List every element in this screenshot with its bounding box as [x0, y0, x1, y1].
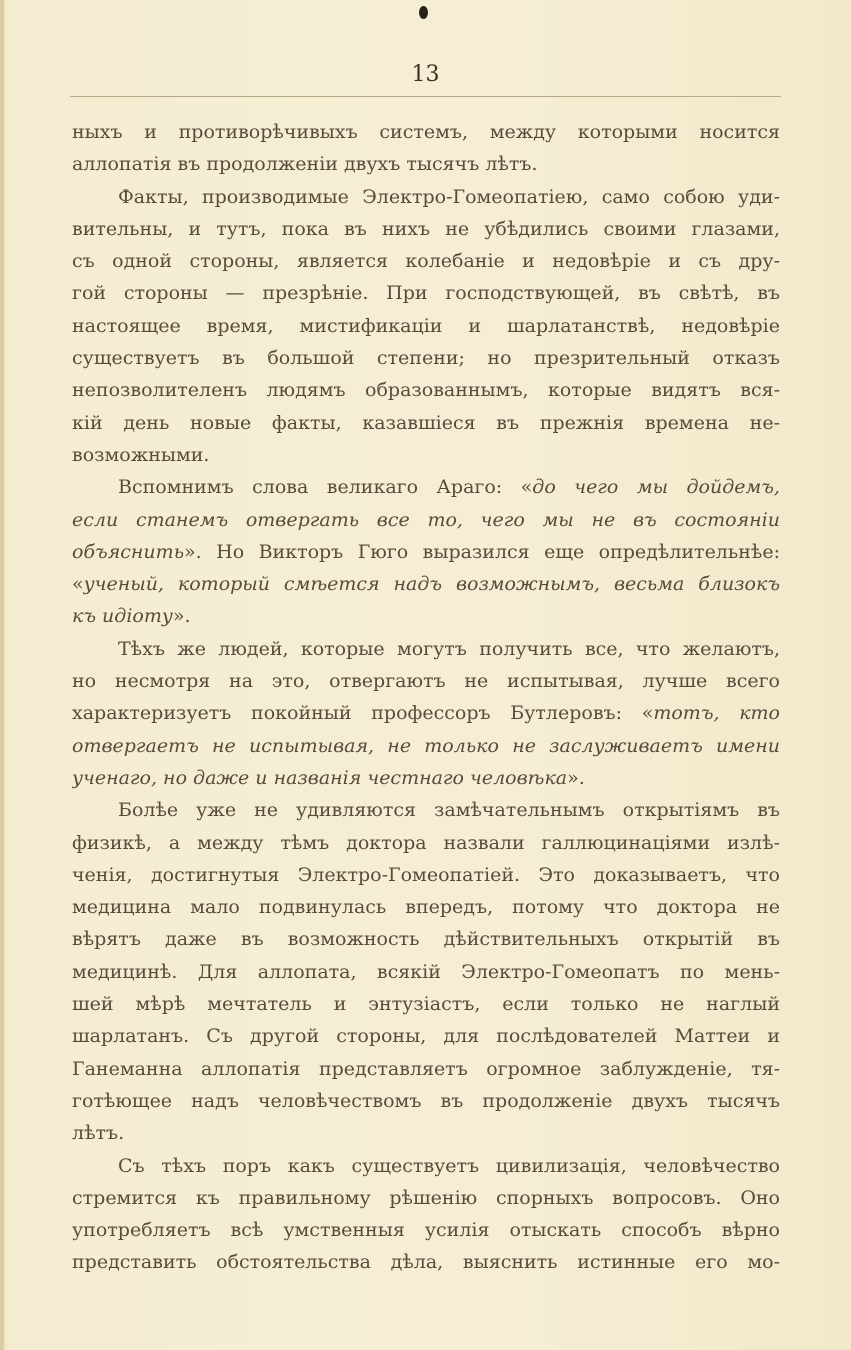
text-line	[72, 536, 780, 568]
text-line	[72, 471, 780, 503]
text-span: ченія, достигнутыя Электро-Гомеопатіей. Это доказываетъ, что	[72, 863, 780, 886]
text-span: Болѣе уже не удивляются замѣчательнымъ открытіямъ въ	[118, 799, 780, 822]
text-span: кій день новые факты, казавшіеся въ прежнія времена не-	[72, 411, 780, 434]
text-span: Тѣхъ же людей, которые могутъ получить все, что желаютъ,	[118, 637, 780, 660]
text-span: представить обстоятельства дѣла, выяснить истинные его мо-	[72, 1251, 780, 1274]
ink-dot-mark	[419, 6, 428, 19]
page-number: 13	[411, 62, 440, 87]
text-span: существуетъ въ большой степени; но презрительный отказъ	[72, 347, 780, 370]
italic-quote-span: тотъ, кто	[653, 702, 780, 725]
text-line	[72, 859, 780, 891]
page-binding-edge	[0, 0, 4, 1350]
text-span: ».	[172, 605, 191, 628]
header-rule	[70, 96, 781, 97]
text-line	[72, 1053, 780, 1085]
text-span: Факты, производимые Электро-Гомеопатіею, само собою уди-	[118, 185, 780, 208]
text-span: шарлатанъ. Съ другой стороны, для послѣдователей Маттеи и	[72, 1025, 780, 1048]
text-line	[72, 277, 780, 309]
text-line	[72, 1085, 780, 1117]
text-line	[72, 181, 780, 213]
text-span: ».	[567, 766, 585, 789]
text-span: стремится къ правильному рѣшенію спорныхъ вопросовъ. Оно	[72, 1186, 780, 1209]
text-span: гой стороны — презрѣніе. При господствующей, въ свѣтѣ, въ	[72, 282, 780, 305]
text-line	[72, 762, 780, 794]
text-line	[72, 1150, 780, 1182]
text-span: «	[72, 573, 84, 596]
text-span: Ганеманна аллопатія представляетъ огромное заблужденіе, тя-	[72, 1057, 780, 1080]
text-span: непозволителенъ людямъ образованнымъ, которые видятъ вся-	[72, 379, 780, 402]
text-span: возможными.	[72, 443, 210, 466]
text-span: съ одной стороны, является колебаніе и недовѣріе и съ дру-	[72, 250, 780, 273]
italic-quote-span: отвергаетъ не испытывая, не только не заслуживаетъ имени	[72, 734, 780, 757]
text-line	[72, 1246, 780, 1278]
text-span: аллопатія въ продолженіи двухъ тысячъ лѣтъ.	[72, 153, 538, 176]
text-line	[72, 697, 780, 729]
text-span: употребляетъ всѣ умственныя усилія отыскать способъ вѣрно	[72, 1219, 780, 1242]
text-span: характеризуетъ покойный профессоръ Бутлеровъ: «	[72, 702, 654, 725]
text-line	[72, 730, 780, 762]
text-line	[72, 1214, 780, 1246]
text-line	[72, 407, 780, 439]
text-line	[72, 342, 780, 374]
text-span: медицина мало подвинулась впередъ, потому что доктора не	[72, 896, 780, 919]
text-line	[72, 504, 780, 536]
text-line	[72, 1020, 780, 1052]
text-line	[72, 956, 780, 988]
italic-quote-span: ученаго, но даже и названія честнаго человѣка	[72, 766, 568, 789]
text-span: шей мѣрѣ мечтатель и энтузіастъ, если только не наглый	[72, 993, 780, 1016]
text-line	[72, 1117, 780, 1149]
text-line	[72, 116, 780, 148]
text-span: настоящее время, мистификаціи и шарлатанствѣ, недовѣріе	[72, 314, 780, 337]
italic-quote-span: до чего мы дойдемъ,	[532, 476, 780, 499]
text-span: физикѣ, а между тѣмъ доктора назвали галлюцинаціями излѣ-	[72, 831, 780, 854]
text-line	[72, 923, 780, 955]
text-line	[72, 439, 780, 471]
text-line	[72, 794, 780, 826]
italic-quote-span: ученый, который смѣется надъ возможнымъ, весьма близокъ	[83, 573, 780, 596]
text-span: вительны, и тутъ, пока въ нихъ не убѣдились своими глазами,	[72, 217, 780, 240]
italic-quote-span: если станемъ отвергать все то, чего мы не въ состояніи	[72, 508, 780, 531]
text-line	[72, 1182, 780, 1214]
text-line	[72, 374, 780, 406]
text-line	[72, 665, 780, 697]
text-span: ». Но Викторъ Гюго выразился еще опредѣлительнѣе:	[184, 540, 780, 563]
text-line	[72, 827, 780, 859]
text-span: вѣрятъ даже въ возможность дѣйствительныхъ открытій въ	[72, 928, 780, 951]
body-text	[72, 116, 780, 1279]
text-span: Съ тѣхъ поръ какъ существуетъ цивилизація, человѣчество	[118, 1154, 780, 1177]
text-span: ныхъ и противорѣчивыхъ системъ, между которыми носится	[72, 121, 780, 143]
text-span: лѣтъ.	[72, 1122, 125, 1145]
text-line	[72, 245, 780, 277]
text-line	[72, 633, 780, 665]
text-span: готѣющее надъ человѣчествомъ въ продолженіе двухъ тысячъ	[72, 1089, 780, 1112]
italic-quote-span: объяснить	[72, 540, 185, 563]
text-line	[72, 988, 780, 1020]
italic-quote-span: къ идіоту	[72, 605, 173, 628]
text-line	[72, 600, 780, 632]
text-span: но несмотря на это, отвергаютъ не испытывая, лучше всего	[72, 670, 780, 693]
text-line	[72, 310, 780, 342]
text-line	[72, 213, 780, 245]
text-line	[72, 148, 780, 180]
text-span: медицинѣ. Для аллопата, всякій Электро-Гомеопатъ по мень-	[72, 960, 780, 983]
text-line	[72, 891, 780, 923]
text-span: Вспомнимъ слова великаго Араго: «	[118, 476, 533, 499]
text-line	[72, 568, 780, 600]
